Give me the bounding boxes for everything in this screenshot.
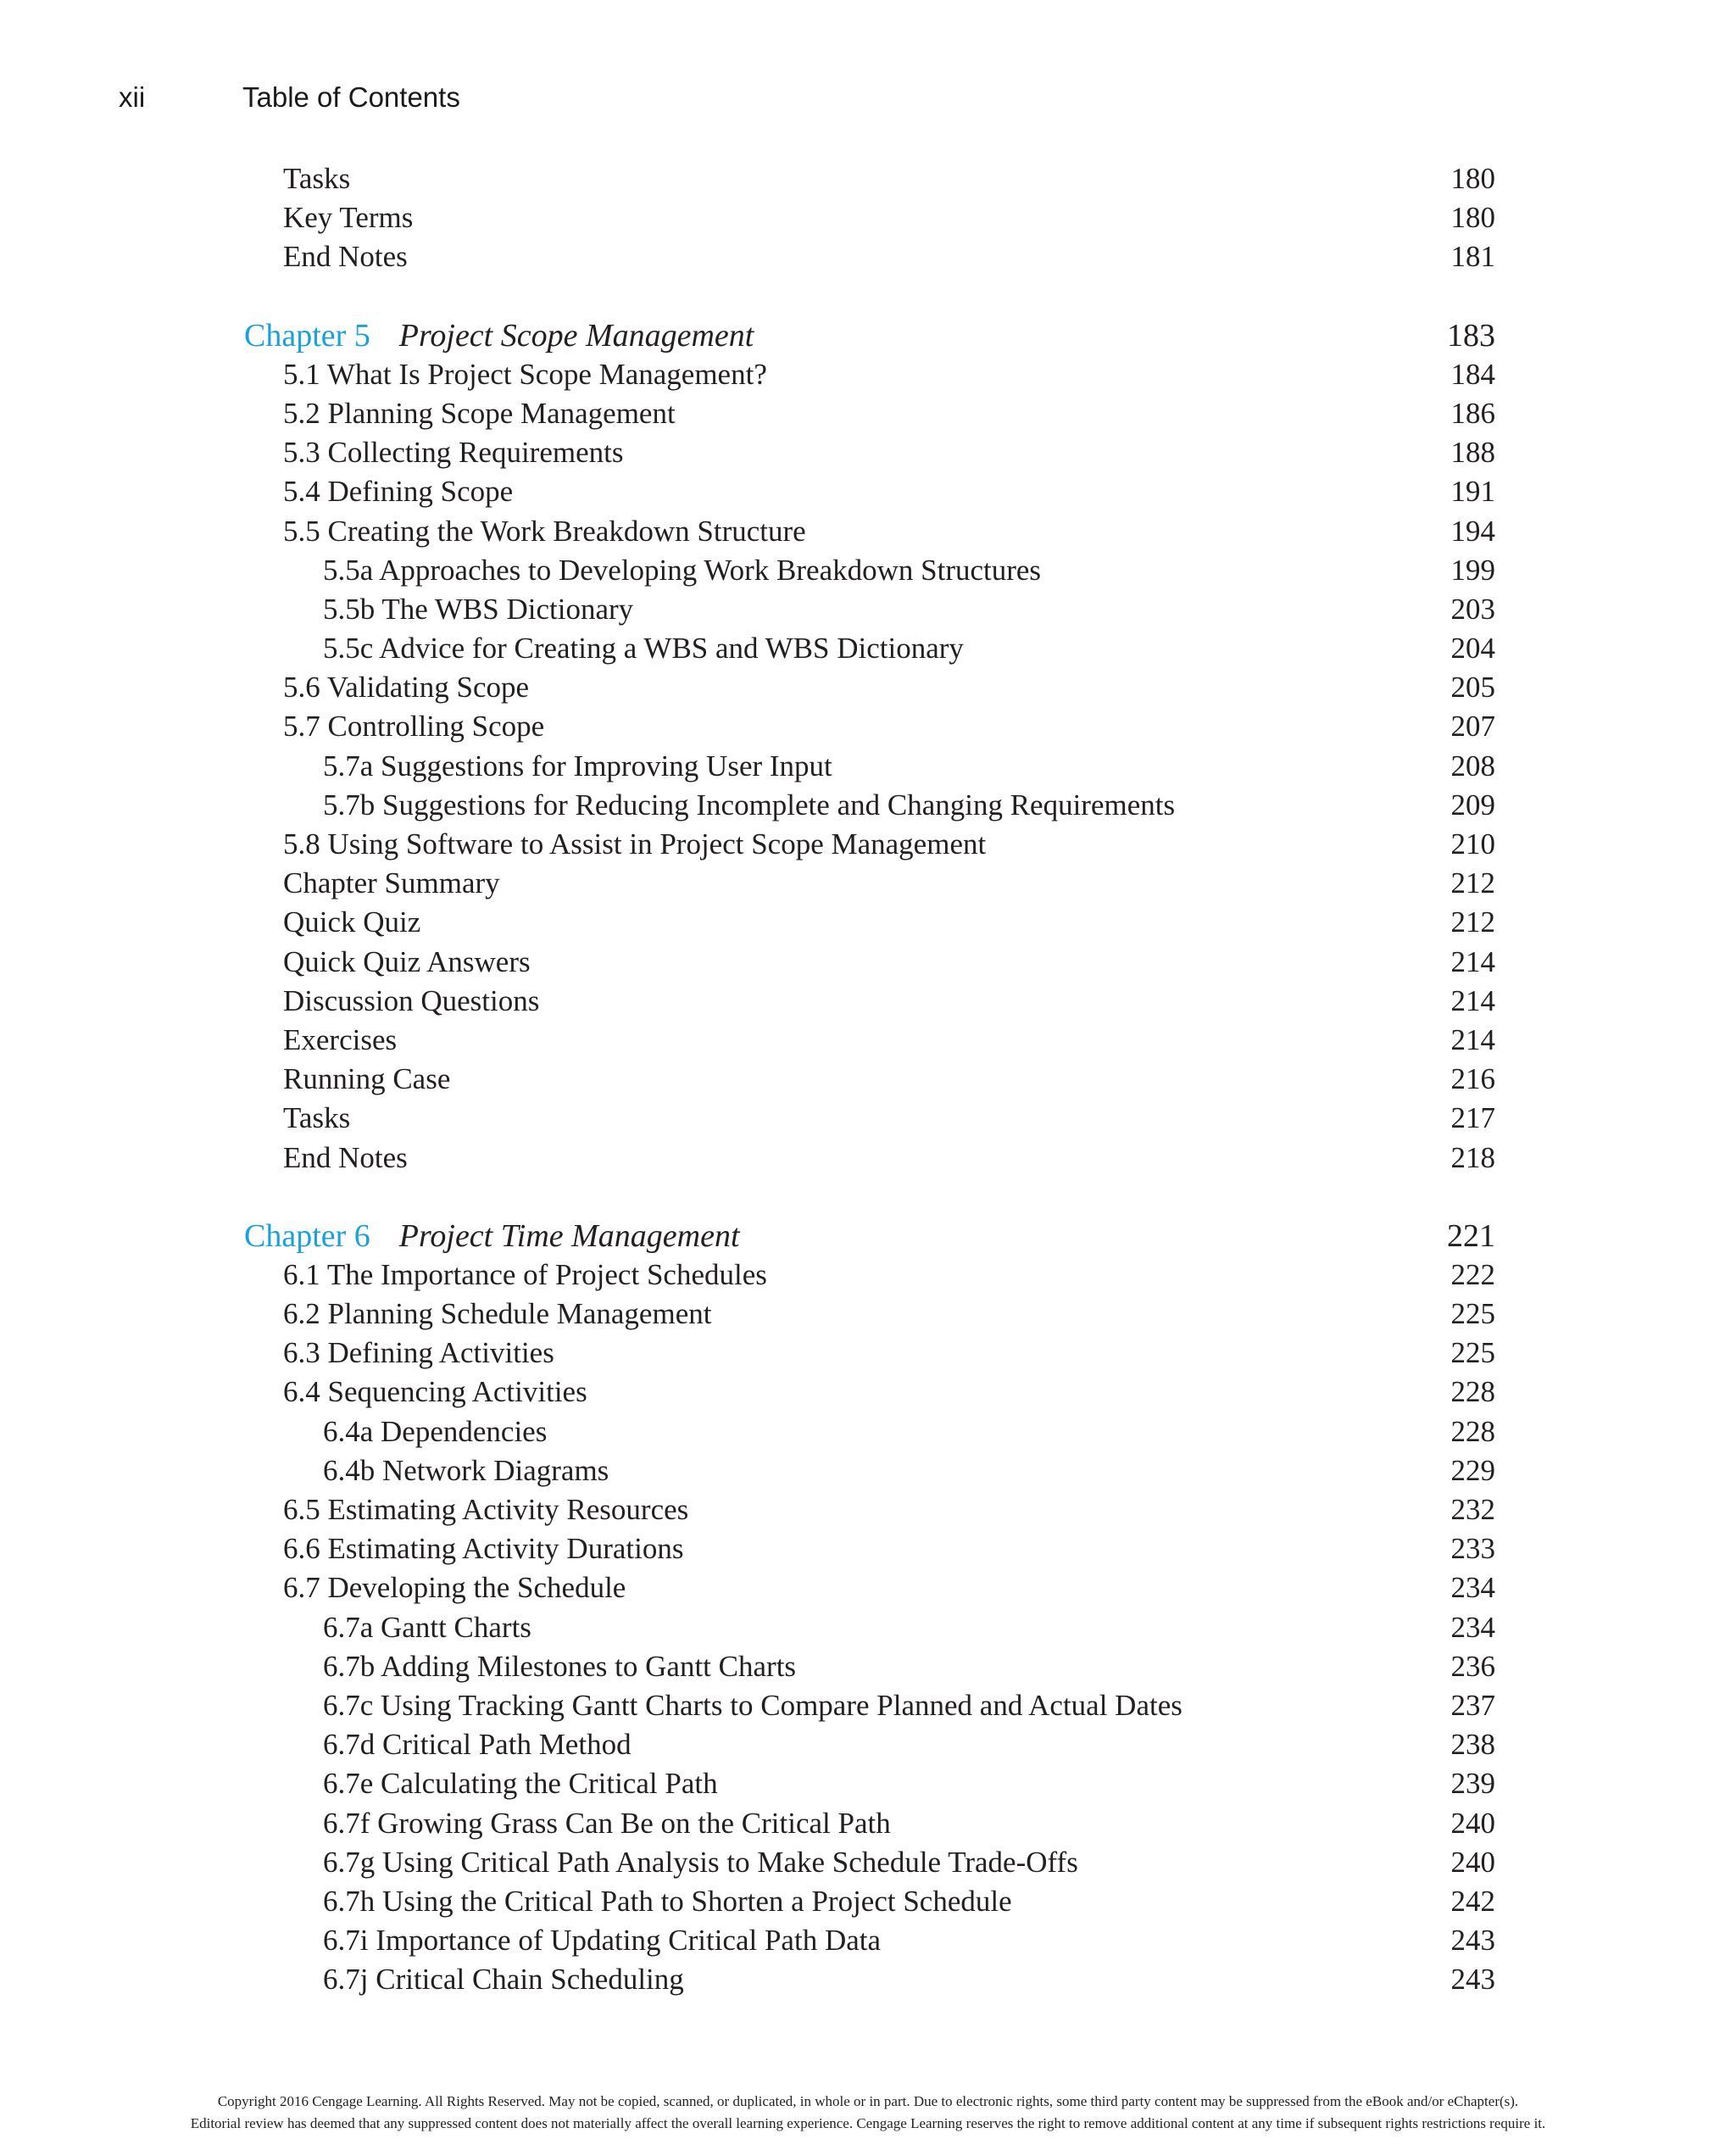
toc-entry-label: 6.7i Importance of Updating Critical Path Data xyxy=(323,1924,882,1958)
toc-entry-label: Chapter Summary xyxy=(283,866,500,900)
toc-entry-label: 5.5a Approaches to Developing Work Breakdown Structures xyxy=(323,553,1042,587)
toc-entry-page: 188 xyxy=(1450,436,1495,470)
toc-entry xyxy=(244,1529,1495,1568)
toc-entry-label: 6.4a Dependencies xyxy=(323,1414,548,1448)
toc-entry-label: 6.7b Adding Milestones to Gantt Charts xyxy=(323,1649,797,1683)
copyright-footer xyxy=(0,2091,1736,2135)
toc-entry-label: Tasks xyxy=(283,1101,351,1135)
copyright-line-2: Editorial review has deemed that any suppressed content does not materially affect the overall learning experience. Cengage Learning reserves the right to remove additional content at any time if subsequent rights restrictions require it. xyxy=(190,2115,1546,2131)
toc-entry-label: 6.7 Developing the Schedule xyxy=(283,1571,626,1605)
toc-entry-page: 203 xyxy=(1450,592,1495,626)
toc-entry-page: 242 xyxy=(1450,1884,1495,1918)
page-folio: xii xyxy=(119,81,146,113)
toc-entry xyxy=(244,629,1495,668)
chapter-heading-label xyxy=(244,316,754,355)
toc-entry xyxy=(244,1608,1495,1647)
toc-entry xyxy=(244,394,1495,433)
toc-entry-page: 225 xyxy=(1450,1336,1495,1370)
toc-entry-label: 6.5 Estimating Activity Resources xyxy=(283,1493,689,1526)
toc-entry xyxy=(244,1021,1495,1060)
toc-entry-page: 186 xyxy=(1450,396,1495,430)
toc-entry xyxy=(244,1295,1495,1334)
toc-entry-label: 5.5c Advice for Creating a WBS and WBS Dictionary xyxy=(323,632,964,666)
toc-entry-page: 238 xyxy=(1450,1728,1495,1762)
toc-entry-label: End Notes xyxy=(283,240,408,274)
toc-entry-page: 214 xyxy=(1450,944,1495,978)
toc-entry-page: 180 xyxy=(1450,201,1495,235)
table-of-contents xyxy=(244,159,1495,1999)
toc-entry xyxy=(244,1804,1495,1843)
running-head xyxy=(119,81,1617,119)
toc-entry-label: 6.2 Planning Schedule Management xyxy=(283,1297,712,1331)
toc-entry-page: 225 xyxy=(1450,1297,1495,1331)
toc-entry xyxy=(244,1921,1495,1960)
toc-entry-page: 199 xyxy=(1450,553,1495,587)
toc-entry xyxy=(244,355,1495,394)
toc-entry-label: 5.5b The WBS Dictionary xyxy=(323,592,634,626)
toc-entry-page: 240 xyxy=(1450,1806,1495,1840)
toc-entry-label: 6.7a Gantt Charts xyxy=(323,1610,531,1644)
toc-entry xyxy=(244,1725,1495,1764)
toc-entry xyxy=(244,512,1495,551)
copyright-line-1: Copyright 2016 Cengage Learning. All Rights Reserved. May not be copied, scanned, or duplicated, in whole or in part. Due to electronic rights, some third party content may be suppressed from the eBook and/or eChapter(s). xyxy=(217,2093,1519,2109)
toc-entry xyxy=(244,1099,1495,1138)
toc-entry xyxy=(244,1882,1495,1921)
toc-entry-label: Quick Quiz Answers xyxy=(283,944,531,978)
toc-entry-page: 234 xyxy=(1450,1610,1495,1644)
toc-entry-label: 5.7a Suggestions for Improving User Input xyxy=(323,749,832,783)
toc-entry xyxy=(244,903,1495,942)
toc-entry-page: 212 xyxy=(1450,905,1495,939)
toc-entry-page: 234 xyxy=(1450,1571,1495,1605)
toc-entry-label: 5.7b Suggestions for Reducing Incomplete and Changing Requirements xyxy=(323,788,1176,822)
chapter-title: Project Scope Management xyxy=(398,317,754,354)
toc-entry-page: 212 xyxy=(1450,866,1495,900)
toc-entry-page: 180 xyxy=(1450,162,1495,195)
toc-entry-page: 228 xyxy=(1450,1414,1495,1448)
toc-entry-page: 237 xyxy=(1450,1688,1495,1722)
chapter-page: 221 xyxy=(1447,1217,1495,1254)
toc-entry-page: 229 xyxy=(1450,1453,1495,1487)
toc-entry-page: 184 xyxy=(1450,357,1495,391)
toc-entry xyxy=(244,198,1495,237)
toc-entry-label: 6.7c Using Tracking Gantt Charts to Compare Planned and Actual Dates xyxy=(323,1688,1182,1722)
toc-entry-page: 240 xyxy=(1450,1845,1495,1879)
toc-entry-page: 210 xyxy=(1450,827,1495,861)
toc-entry-label: 5.6 Validating Scope xyxy=(283,671,530,705)
chapter-heading xyxy=(244,1217,1495,1256)
toc-entry xyxy=(244,1139,1495,1178)
toc-entry-page: 214 xyxy=(1450,983,1495,1017)
chapter-page: 183 xyxy=(1447,317,1495,354)
toc-entry xyxy=(244,1647,1495,1686)
chapter-heading xyxy=(244,316,1495,355)
toc-entry xyxy=(244,1373,1495,1412)
toc-entry xyxy=(244,1412,1495,1451)
toc-entry-page: 236 xyxy=(1450,1649,1495,1683)
toc-entry xyxy=(244,1960,1495,1999)
toc-entry-label: 5.3 Collecting Requirements xyxy=(283,436,624,470)
toc-entry-label: 6.7j Critical Chain Scheduling xyxy=(323,1963,684,1997)
toc-entry-page: 243 xyxy=(1450,1924,1495,1958)
toc-entry-label: Quick Quiz xyxy=(283,905,421,939)
toc-entry-label: Exercises xyxy=(283,1022,398,1056)
toc-entry-page: 222 xyxy=(1450,1257,1495,1291)
toc-entry-page: 205 xyxy=(1450,671,1495,705)
toc-entry xyxy=(244,237,1495,276)
toc-entry-page: 208 xyxy=(1450,749,1495,783)
toc-entry xyxy=(244,1764,1495,1803)
toc-entry xyxy=(244,943,1495,982)
toc-entry xyxy=(244,864,1495,903)
chapter-title: Project Time Management xyxy=(398,1217,740,1254)
toc-entry xyxy=(244,1451,1495,1490)
toc-entry xyxy=(244,1843,1495,1882)
toc-entry-label: 5.2 Planning Scope Management xyxy=(283,396,676,430)
toc-entry xyxy=(244,825,1495,864)
toc-entry-label: 6.4b Network Diagrams xyxy=(323,1453,609,1487)
toc-entry-label: 6.3 Defining Activities xyxy=(283,1336,554,1370)
toc-entry-page: 232 xyxy=(1450,1493,1495,1526)
toc-entry-page: 194 xyxy=(1450,514,1495,548)
toc-entry-page: 209 xyxy=(1450,788,1495,822)
toc-entry xyxy=(244,1334,1495,1373)
toc-entry-label: 6.7g Using Critical Path Analysis to Make Schedule Trade-Offs xyxy=(323,1845,1078,1879)
chapter-number: Chapter 6 xyxy=(244,1217,370,1254)
toc-entry-label: 6.4 Sequencing Activities xyxy=(283,1375,587,1409)
toc-entry xyxy=(244,551,1495,590)
toc-entry xyxy=(244,433,1495,472)
toc-entry-page: 243 xyxy=(1450,1963,1495,1997)
toc-entry-label: 5.5 Creating the Work Breakdown Structure xyxy=(283,514,806,548)
toc-entry-label: 6.6 Estimating Activity Durations xyxy=(283,1532,684,1566)
toc-entry xyxy=(244,982,1495,1021)
toc-entry-label: 5.8 Using Software to Assist in Project Scope Management xyxy=(283,827,987,861)
toc-entry xyxy=(244,747,1495,786)
toc-entry-label: Key Terms xyxy=(283,201,414,235)
toc-entry xyxy=(244,1490,1495,1529)
toc-entry-label: Discussion Questions xyxy=(283,983,540,1017)
toc-entry-label: 6.7h Using the Critical Path to Shorten a Project Schedule xyxy=(323,1884,1012,1918)
toc-entry-label: 5.4 Defining Scope xyxy=(283,475,514,509)
toc-entry-label: Tasks xyxy=(283,162,351,195)
toc-entry xyxy=(244,1060,1495,1099)
toc-entry-page: 204 xyxy=(1450,632,1495,666)
toc-entry-page: 218 xyxy=(1450,1140,1495,1174)
toc-entry-page: 228 xyxy=(1450,1375,1495,1409)
toc-entry-label: 5.1 What Is Project Scope Management? xyxy=(283,357,767,391)
toc-entry-page: 191 xyxy=(1450,475,1495,509)
toc-entry-page: 216 xyxy=(1450,1062,1495,1096)
toc-entry-page: 217 xyxy=(1450,1101,1495,1135)
toc-entry xyxy=(244,1686,1495,1725)
toc-entry-label: Running Case xyxy=(283,1062,451,1096)
toc-entry xyxy=(244,786,1495,825)
toc-entry xyxy=(244,1256,1495,1295)
toc-entry-page: 181 xyxy=(1450,240,1495,274)
toc-entry xyxy=(244,707,1495,746)
toc-entry-label: End Notes xyxy=(283,1140,408,1174)
toc-entry-label: 6.1 The Importance of Project Schedules xyxy=(283,1257,767,1291)
chapter-number: Chapter 5 xyxy=(244,317,370,354)
toc-entry xyxy=(244,590,1495,629)
toc-entry-page: 233 xyxy=(1450,1532,1495,1566)
toc-entry-page: 214 xyxy=(1450,1022,1495,1056)
toc-entry xyxy=(244,668,1495,707)
chapter-heading-label xyxy=(244,1217,740,1256)
running-head-title: Table of Contents xyxy=(242,81,460,113)
toc-entry-label: 6.7f Growing Grass Can Be on the Critical Path xyxy=(323,1806,891,1840)
toc-entry xyxy=(244,1568,1495,1607)
toc-entry-label: 6.7d Critical Path Method xyxy=(323,1728,632,1762)
toc-entry-page: 207 xyxy=(1450,710,1495,744)
toc-entry xyxy=(244,472,1495,511)
toc-entry-label: 5.7 Controlling Scope xyxy=(283,710,545,744)
toc-entry-page: 239 xyxy=(1450,1767,1495,1801)
toc-entry-label: 6.7e Calculating the Critical Path xyxy=(323,1767,718,1801)
toc-entry xyxy=(244,159,1495,198)
